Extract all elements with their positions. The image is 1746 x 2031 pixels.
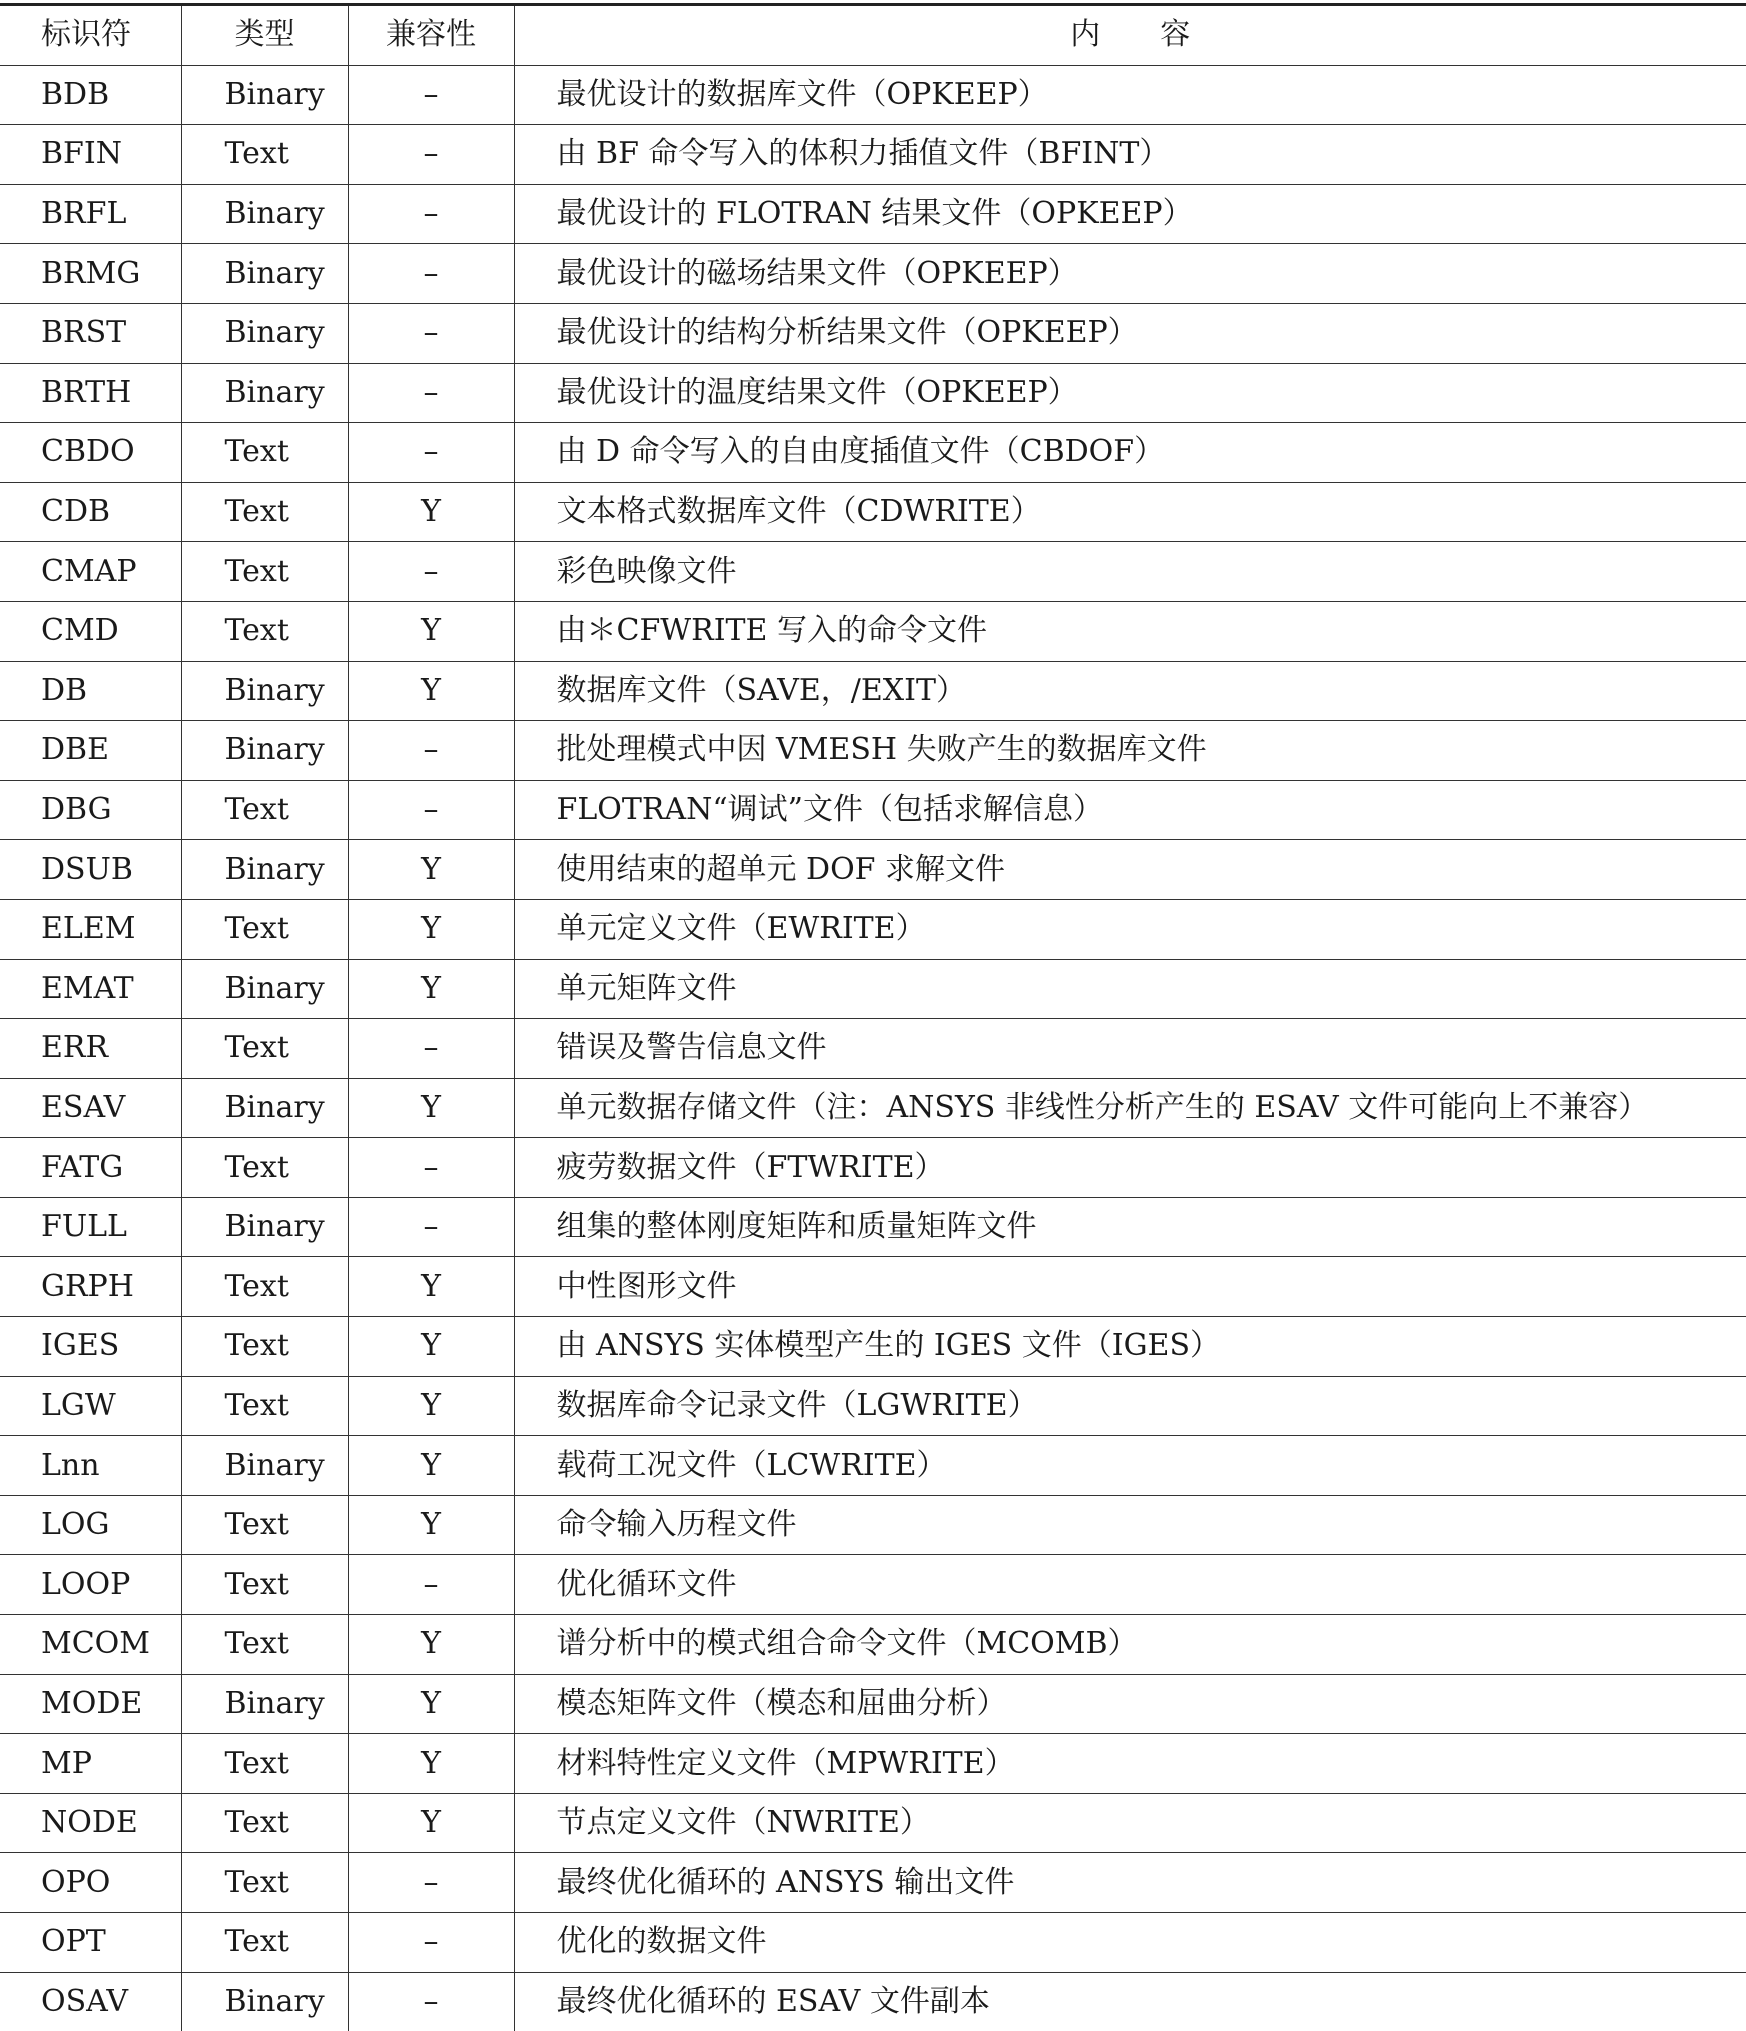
cell-type: Text xyxy=(181,1793,348,1853)
cell-identifier: OPO xyxy=(0,1853,181,1913)
cell-content: 使用结束的超单元 DOF 求解文件 xyxy=(514,840,1746,900)
cell-identifier: MODE xyxy=(0,1674,181,1734)
cell-content: 命令输入历程文件 xyxy=(514,1495,1746,1555)
table-row xyxy=(0,840,1746,900)
cell-identifier: CMD xyxy=(0,601,181,661)
table-row xyxy=(0,1197,1746,1257)
cell-identifier: CBDO xyxy=(0,423,181,483)
cell-type: Text xyxy=(181,1138,348,1198)
cell-type: Text xyxy=(181,1376,348,1436)
cell-identifier: MP xyxy=(0,1734,181,1794)
cell-identifier: DBG xyxy=(0,780,181,840)
cell-identifier: Lnn xyxy=(0,1436,181,1496)
cell-content: 由 BF 命令写入的体积力插值文件（BFINT） xyxy=(514,125,1746,185)
table-row xyxy=(0,1436,1746,1496)
cell-type: Text xyxy=(181,1615,348,1675)
table-row xyxy=(0,423,1746,483)
cell-identifier: MCOM xyxy=(0,1615,181,1675)
cell-identifier: CMAP xyxy=(0,542,181,602)
table-row xyxy=(0,1078,1746,1138)
cell-content: 最优设计的磁场结果文件（OPKEEP） xyxy=(514,244,1746,304)
cell-content: 组集的整体刚度矩阵和质量矩阵文件 xyxy=(514,1197,1746,1257)
table-row xyxy=(0,1555,1746,1615)
cell-compatibility: – xyxy=(348,542,514,602)
cell-content: 数据库文件（SAVE，/EXIT） xyxy=(514,661,1746,721)
cell-identifier: FATG xyxy=(0,1138,181,1198)
cell-compatibility: Y xyxy=(348,899,514,959)
cell-content: FLOTRAN“调试”文件（包括求解信息） xyxy=(514,780,1746,840)
table-row xyxy=(0,1257,1746,1317)
cell-identifier: ERR xyxy=(0,1019,181,1079)
cell-content: 最优设计的数据库文件（OPKEEP） xyxy=(514,65,1746,125)
cell-compatibility: – xyxy=(348,1853,514,1913)
table-row xyxy=(0,959,1746,1019)
header-identifier: 标识符 xyxy=(0,5,181,66)
table-row xyxy=(0,1615,1746,1675)
cell-identifier: LOG xyxy=(0,1495,181,1555)
cell-type: Binary xyxy=(181,1436,348,1496)
cell-identifier: BRTH xyxy=(0,363,181,423)
cell-type: Text xyxy=(181,423,348,483)
cell-content: 模态矩阵文件（模态和屈曲分析） xyxy=(514,1674,1746,1734)
cell-compatibility: Y xyxy=(348,1674,514,1734)
header-content: 内 容 xyxy=(514,5,1746,66)
cell-compatibility: – xyxy=(348,1138,514,1198)
cell-content: 单元定义文件（EWRITE） xyxy=(514,899,1746,959)
table-body xyxy=(0,65,1746,2031)
cell-identifier: DSUB xyxy=(0,840,181,900)
cell-compatibility: – xyxy=(348,363,514,423)
table-row xyxy=(0,184,1746,244)
cell-type: Text xyxy=(181,1019,348,1079)
cell-identifier: BRFL xyxy=(0,184,181,244)
cell-identifier: DBE xyxy=(0,721,181,781)
cell-content: 节点定义文件（NWRITE） xyxy=(514,1793,1746,1853)
cell-identifier: BDB xyxy=(0,65,181,125)
cell-type: Text xyxy=(181,601,348,661)
cell-type: Binary xyxy=(181,65,348,125)
cell-content: 材料特性定义文件（MPWRITE） xyxy=(514,1734,1746,1794)
header-compatibility: 兼容性 xyxy=(348,5,514,66)
cell-identifier: GRPH xyxy=(0,1257,181,1317)
cell-compatibility: Y xyxy=(348,661,514,721)
table-row xyxy=(0,1317,1746,1377)
cell-type: Text xyxy=(181,1495,348,1555)
cell-compatibility: – xyxy=(348,1972,514,2031)
cell-compatibility: – xyxy=(348,184,514,244)
cell-compatibility: – xyxy=(348,1019,514,1079)
cell-content: 最优设计的 FLOTRAN 结果文件（OPKEEP） xyxy=(514,184,1746,244)
table-row xyxy=(0,303,1746,363)
cell-content: 文本格式数据库文件（CDWRITE） xyxy=(514,482,1746,542)
cell-type: Binary xyxy=(181,303,348,363)
table-row xyxy=(0,1793,1746,1853)
cell-content: 最优设计的结构分析结果文件（OPKEEP） xyxy=(514,303,1746,363)
table-row xyxy=(0,661,1746,721)
cell-type: Binary xyxy=(181,1674,348,1734)
table-row xyxy=(0,899,1746,959)
cell-content: 单元矩阵文件 xyxy=(514,959,1746,1019)
cell-identifier: IGES xyxy=(0,1317,181,1377)
cell-compatibility: – xyxy=(348,1555,514,1615)
cell-content: 载荷工况文件（LCWRITE） xyxy=(514,1436,1746,1496)
cell-identifier: BRMG xyxy=(0,244,181,304)
cell-content: 批处理模式中因 VMESH 失败产生的数据库文件 xyxy=(514,721,1746,781)
cell-identifier: EMAT xyxy=(0,959,181,1019)
table-row xyxy=(0,1376,1746,1436)
cell-compatibility: Y xyxy=(348,482,514,542)
table-row xyxy=(0,1972,1746,2031)
table-row xyxy=(0,65,1746,125)
cell-content: 谱分析中的模式组合命令文件（MCOMB） xyxy=(514,1615,1746,1675)
cell-type: Binary xyxy=(181,1972,348,2031)
table-row xyxy=(0,780,1746,840)
cell-identifier: NODE xyxy=(0,1793,181,1853)
cell-compatibility: – xyxy=(348,423,514,483)
file-types-table xyxy=(0,3,1746,2031)
cell-compatibility: – xyxy=(348,780,514,840)
cell-compatibility: Y xyxy=(348,1734,514,1794)
header-type: 类型 xyxy=(181,5,348,66)
cell-compatibility: Y xyxy=(348,601,514,661)
cell-identifier: ELEM xyxy=(0,899,181,959)
cell-content: 疲劳数据文件（FTWRITE） xyxy=(514,1138,1746,1198)
cell-type: Text xyxy=(181,1257,348,1317)
cell-identifier: BFIN xyxy=(0,125,181,185)
table-row xyxy=(0,125,1746,185)
cell-identifier: LOOP xyxy=(0,1555,181,1615)
cell-type: Binary xyxy=(181,959,348,1019)
cell-type: Text xyxy=(181,1555,348,1615)
cell-compatibility: Y xyxy=(348,1257,514,1317)
cell-content: 优化循环文件 xyxy=(514,1555,1746,1615)
cell-identifier: LGW xyxy=(0,1376,181,1436)
cell-type: Binary xyxy=(181,721,348,781)
cell-content: 错误及警告信息文件 xyxy=(514,1019,1746,1079)
table-row xyxy=(0,1495,1746,1555)
cell-compatibility: – xyxy=(348,125,514,185)
cell-identifier: BRST xyxy=(0,303,181,363)
cell-compatibility: Y xyxy=(348,1436,514,1496)
cell-content: 最终优化循环的 ANSYS 输出文件 xyxy=(514,1853,1746,1913)
cell-content: 数据库命令记录文件（LGWRITE） xyxy=(514,1376,1746,1436)
cell-compatibility: – xyxy=(348,1913,514,1973)
cell-type: Text xyxy=(181,780,348,840)
cell-type: Text xyxy=(181,482,348,542)
cell-compatibility: Y xyxy=(348,1793,514,1853)
cell-identifier: CDB xyxy=(0,482,181,542)
cell-type: Text xyxy=(181,1734,348,1794)
table-row xyxy=(0,1853,1746,1913)
cell-content: 优化的数据文件 xyxy=(514,1913,1746,1973)
cell-compatibility: Y xyxy=(348,1317,514,1377)
cell-content: 最优设计的温度结果文件（OPKEEP） xyxy=(514,363,1746,423)
cell-content: 彩色映像文件 xyxy=(514,542,1746,602)
cell-type: Binary xyxy=(181,1197,348,1257)
cell-type: Text xyxy=(181,1913,348,1973)
cell-type: Text xyxy=(181,1317,348,1377)
cell-identifier: DB xyxy=(0,661,181,721)
cell-identifier: OSAV xyxy=(0,1972,181,2031)
cell-type: Binary xyxy=(181,244,348,304)
cell-type: Text xyxy=(181,1853,348,1913)
table-row xyxy=(0,1019,1746,1079)
cell-identifier: ESAV xyxy=(0,1078,181,1138)
table-row xyxy=(0,363,1746,423)
table-row xyxy=(0,1138,1746,1198)
cell-type: Text xyxy=(181,542,348,602)
cell-type: Binary xyxy=(181,184,348,244)
cell-compatibility: – xyxy=(348,303,514,363)
cell-compatibility: – xyxy=(348,65,514,125)
cell-content: 由 ANSYS 实体模型产生的 IGES 文件（IGES） xyxy=(514,1317,1746,1377)
cell-content: 由 D 命令写入的自由度插值文件（CBDOF） xyxy=(514,423,1746,483)
table-row xyxy=(0,1734,1746,1794)
cell-content: 单元数据存储文件（注：ANSYS 非线性分析产生的 ESAV 文件可能向上不兼容） xyxy=(514,1078,1746,1138)
cell-type: Binary xyxy=(181,840,348,900)
cell-compatibility: Y xyxy=(348,1376,514,1436)
cell-content: 最终优化循环的 ESAV 文件副本 xyxy=(556,1983,990,2019)
table-row xyxy=(0,1674,1746,1734)
cell-content: 中性图形文件 xyxy=(514,1257,1746,1317)
cell-type: Binary xyxy=(181,661,348,721)
table-row xyxy=(0,244,1746,304)
cell-type: Binary xyxy=(181,1078,348,1138)
cell-compatibility: – xyxy=(348,721,514,781)
cell-identifier: OPT xyxy=(0,1913,181,1973)
cell-type: Binary xyxy=(181,363,348,423)
table-header-row xyxy=(0,5,1746,66)
table-row xyxy=(0,601,1746,661)
cell-compatibility: Y xyxy=(348,959,514,1019)
cell-compatibility: Y xyxy=(348,1495,514,1555)
cell-content: 由＊CFWRITE 写入的命令文件 xyxy=(514,601,1746,661)
cell-compatibility: – xyxy=(348,1197,514,1257)
cell-compatibility: Y xyxy=(348,840,514,900)
cell-type: Text xyxy=(181,899,348,959)
table-row xyxy=(0,721,1746,781)
table-row xyxy=(0,482,1746,542)
cell-compatibility: Y xyxy=(348,1615,514,1675)
table-row xyxy=(0,1913,1746,1973)
table-row xyxy=(0,542,1746,602)
cell-identifier: FULL xyxy=(0,1197,181,1257)
cell-type: Text xyxy=(181,125,348,185)
cell-compatibility: – xyxy=(348,244,514,304)
cell-compatibility: Y xyxy=(348,1078,514,1138)
